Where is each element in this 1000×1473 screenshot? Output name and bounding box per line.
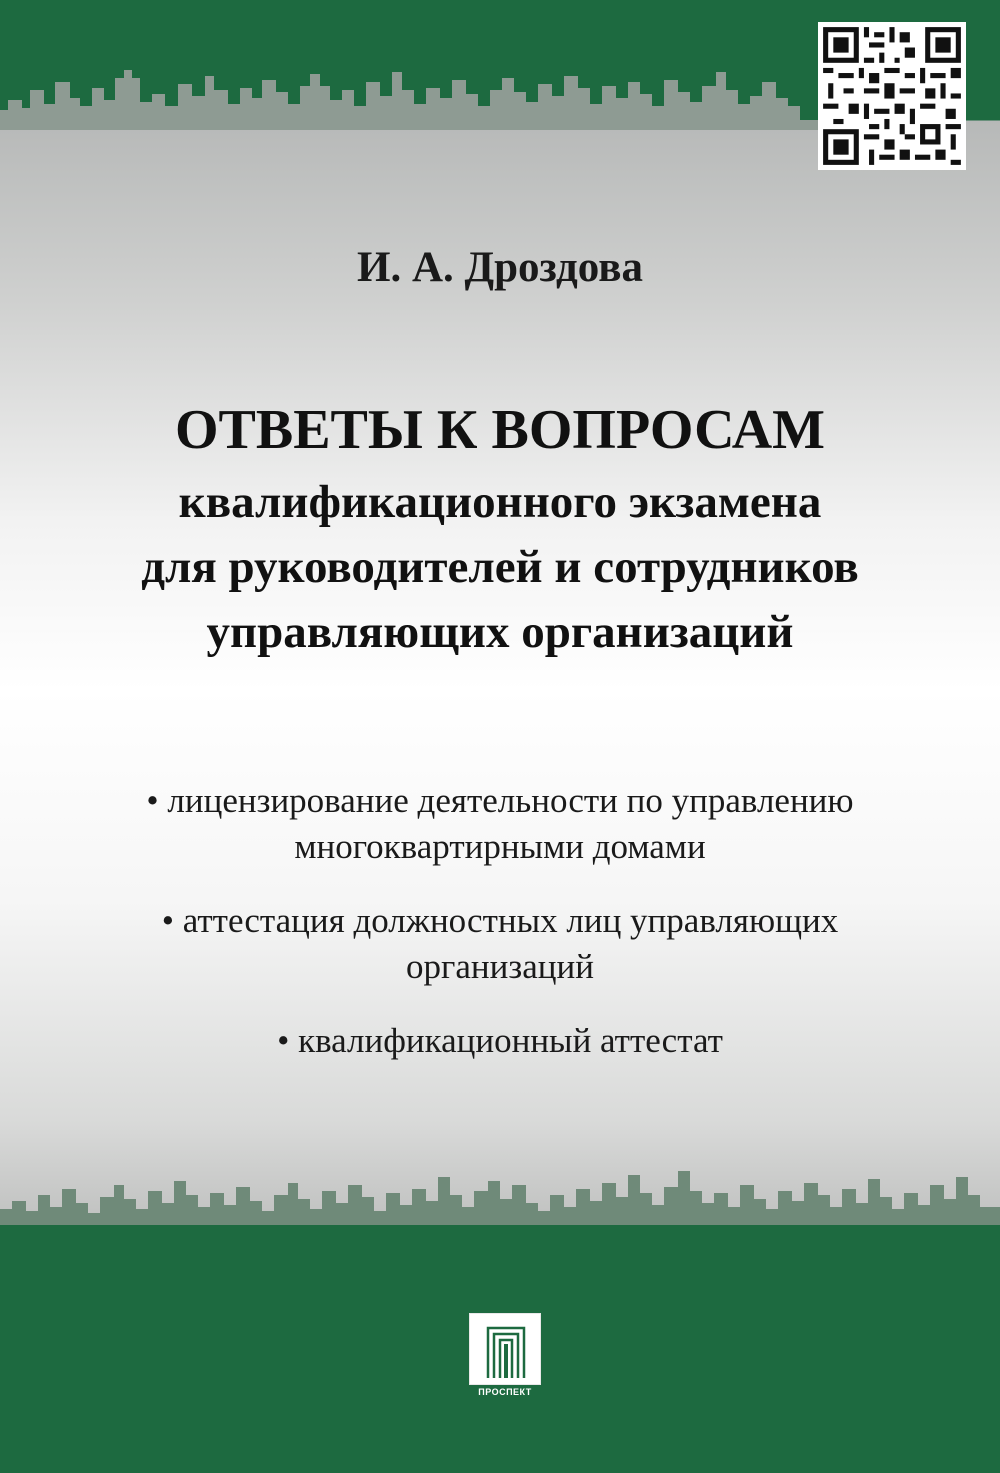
book-subtitle bbox=[0, 470, 1000, 665]
publisher-name: ПРОСПЕКТ bbox=[478, 1387, 532, 1397]
topic-item bbox=[0, 1018, 1000, 1064]
qr-code-icon[interactable] bbox=[818, 22, 966, 170]
subtitle-line: для руководителей и сотрудников bbox=[141, 541, 859, 593]
topic-line: • квалификационный аттестат bbox=[277, 1021, 723, 1060]
topic-line: • лицензирование деятельности по управлению bbox=[146, 781, 854, 820]
subtitle-line: квалификационного экзамена bbox=[178, 476, 822, 528]
bottom-skyline-icon bbox=[0, 1165, 1000, 1225]
topics-list bbox=[0, 778, 1000, 1092]
book-title: ОТВЕТЫ К ВОПРОСАМ bbox=[174, 399, 826, 461]
subtitle-line: управляющих организаций bbox=[206, 606, 794, 658]
topic-item bbox=[0, 778, 1000, 870]
topic-line: многоквартирными домами bbox=[294, 827, 706, 866]
topic-line: • аттестация должностных лиц управляющих bbox=[161, 901, 839, 940]
topic-item bbox=[0, 898, 1000, 990]
author-name: И. А. Дроздова bbox=[357, 244, 643, 291]
topic-line: организаций bbox=[406, 947, 594, 986]
publisher-logo[interactable] bbox=[469, 1313, 541, 1405]
publisher-logo-icon bbox=[469, 1313, 541, 1385]
